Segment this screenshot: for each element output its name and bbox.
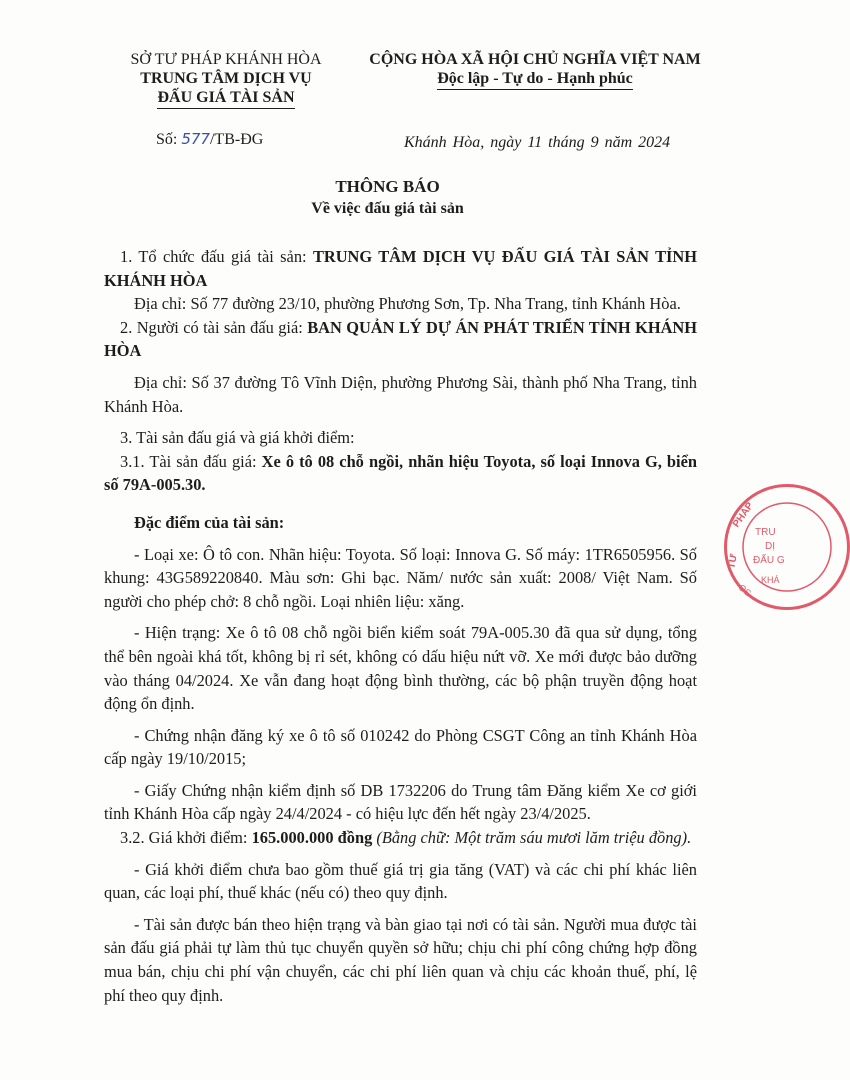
feature-item: - Loại xe: Ô tô con. Nhãn hiệu: Toyota. Số loại: Innova G. Số máy: 1TR6505956. Số khung: 43G589220840. Màu sơn: Ghi bạc. Năm/ nước sản xuất: 2008/ Việt Nam. Số người cho phép chở: 8 chỗ ngồi. Loại nhiên liệu: xăng. xyxy=(104,544,697,611)
svg-text:KHÁ: KHÁ xyxy=(761,575,780,585)
section-1-value: TRUNG TÂM DỊCH VỤ ĐẤU GIÁ TÀI SẢN TỈNH KHÁNH HÒA xyxy=(104,247,697,290)
section-2-address: Địa chỉ: Số 37 đường Tô Vĩnh Diện, phường Phương Sài, thành phố Nha Trang, tỉnh Khánh Hòa. xyxy=(104,372,697,416)
national-motto: Độc lập - Tự do - Hạnh phúc xyxy=(437,69,633,90)
section-3-1 xyxy=(104,450,697,497)
section-3-1-value: Xe ô tô 08 chỗ ngồi, nhãn hiệu Toyota, số loại Innova G, biển số 79A-005.30. xyxy=(104,451,697,495)
nation-name: CỘNG HÒA XÃ HỘI CHỦ NGHĨA VIỆT NAM xyxy=(369,51,701,68)
org-name-line2: ĐẤU GIÁ TÀI SẢN xyxy=(157,88,294,109)
svg-text:ĐẤU G: ĐẤU G xyxy=(753,555,785,566)
document-number-prefix: Số: xyxy=(156,131,182,148)
document-title: THÔNG BÁO xyxy=(335,177,440,196)
feature-item: - Hiện trạng: Xe ô tô 08 chỗ ngồi biển kiểm soát 79A-005.30 đã qua sử dụng, tổng thể bên ngoài khá tốt, không bị rỉ sét, không có dấu hiệu nứt vỡ. Xe mới được bảo dưỡng vào tháng 04/2024. Xe vẫn đang hoạt động bình thường, các bộ phận truyền động hoạt động ổn định. xyxy=(104,623,697,714)
document-body xyxy=(104,245,697,1007)
official-seal-stamp xyxy=(724,484,850,610)
section-3-heading: 3. Tài sản đấu giá và giá khởi điểm: xyxy=(120,428,355,448)
document-number-suffix: /TB-ĐG xyxy=(209,131,264,148)
issuing-organization xyxy=(96,50,356,109)
section-3-1-label: 3.1. Tài sản đấu giá: xyxy=(120,451,262,471)
national-heading xyxy=(352,50,718,90)
section-3-2 xyxy=(104,826,697,850)
feature-item: - Giấy Chứng nhận kiểm định số DB 1732206 do Trung tâm Đăng kiểm Xe cơ giới tỉnh Khánh Hòa cấp ngày 24/4/2024 - có hiệu lực đến hết ngày 23/4/2025. xyxy=(104,780,697,824)
svg-text:TƯ: TƯ xyxy=(726,553,740,570)
section-1 xyxy=(104,245,697,292)
features-heading: Đặc điểm của tài sản: xyxy=(134,512,285,532)
section-2-label: 2. Người có tài sản đấu giá: xyxy=(120,317,308,337)
section-2-value: BAN QUẢN LÝ DỰ ÁN PHÁT TRIỂN TỈNH KHÁNH HÒA xyxy=(104,317,697,361)
svg-text:OS: OS xyxy=(736,582,754,599)
svg-text:DỊ: DỊ xyxy=(765,541,775,552)
feature-item: - Chứng nhận đăng ký xe ô tô số 010242 do Phòng CSGT Công an tỉnh Khánh Hòa cấp ngày 19/10/2015; xyxy=(104,725,697,769)
document-subtitle: Về việc đấu giá tài sản xyxy=(311,200,464,217)
document-number-handwritten: 577 xyxy=(181,130,210,148)
svg-text:PHÁP: PHÁP xyxy=(731,500,756,530)
starting-price: 165.000.000 đồng xyxy=(251,828,373,848)
section-3-2-label: 3.2. Giá khởi điểm: xyxy=(120,828,252,848)
section-2 xyxy=(104,316,697,363)
price-note: - Giá khởi điểm chưa bao gồm thuế giá trị gia tăng (VAT) và các chi phí khác liên quan, các loại phí, thuế khác (nếu có) theo quy định. xyxy=(104,859,697,903)
svg-text:TRU: TRU xyxy=(755,527,776,538)
org-department: SỞ TƯ PHÁP KHÁNH HÒA xyxy=(130,51,322,68)
section-1-address: Địa chỉ: Số 77 đường 23/10, phường Phương Sơn, Tp. Nha Trang, tỉnh Khánh Hòa. xyxy=(134,294,681,314)
document-date: Khánh Hòa, ngày 11 tháng 9 năm 2024 xyxy=(404,134,671,151)
starting-price-words: (Bằng chữ: Một trăm sáu mươi lăm triệu đồng). xyxy=(372,828,692,848)
section-1-label: 1. Tổ chức đấu giá tài sản: xyxy=(120,247,313,266)
price-note: - Tài sản được bán theo hiện trạng và bàn giao tại nơi có tài sản. Người mua được tài sản đấu giá phải tự làm thủ tục chuyển quyền sở hữu; chịu chi phí công chứng hợp đồng mua bán, chịu chi phí vận chuyển, các chi phí liên quan và chịu các khoản thuế, phí, lệ phí theo quy định. xyxy=(104,914,697,1005)
document-number xyxy=(156,130,263,149)
org-name-line1: TRUNG TÂM DỊCH VỤ xyxy=(140,70,312,87)
